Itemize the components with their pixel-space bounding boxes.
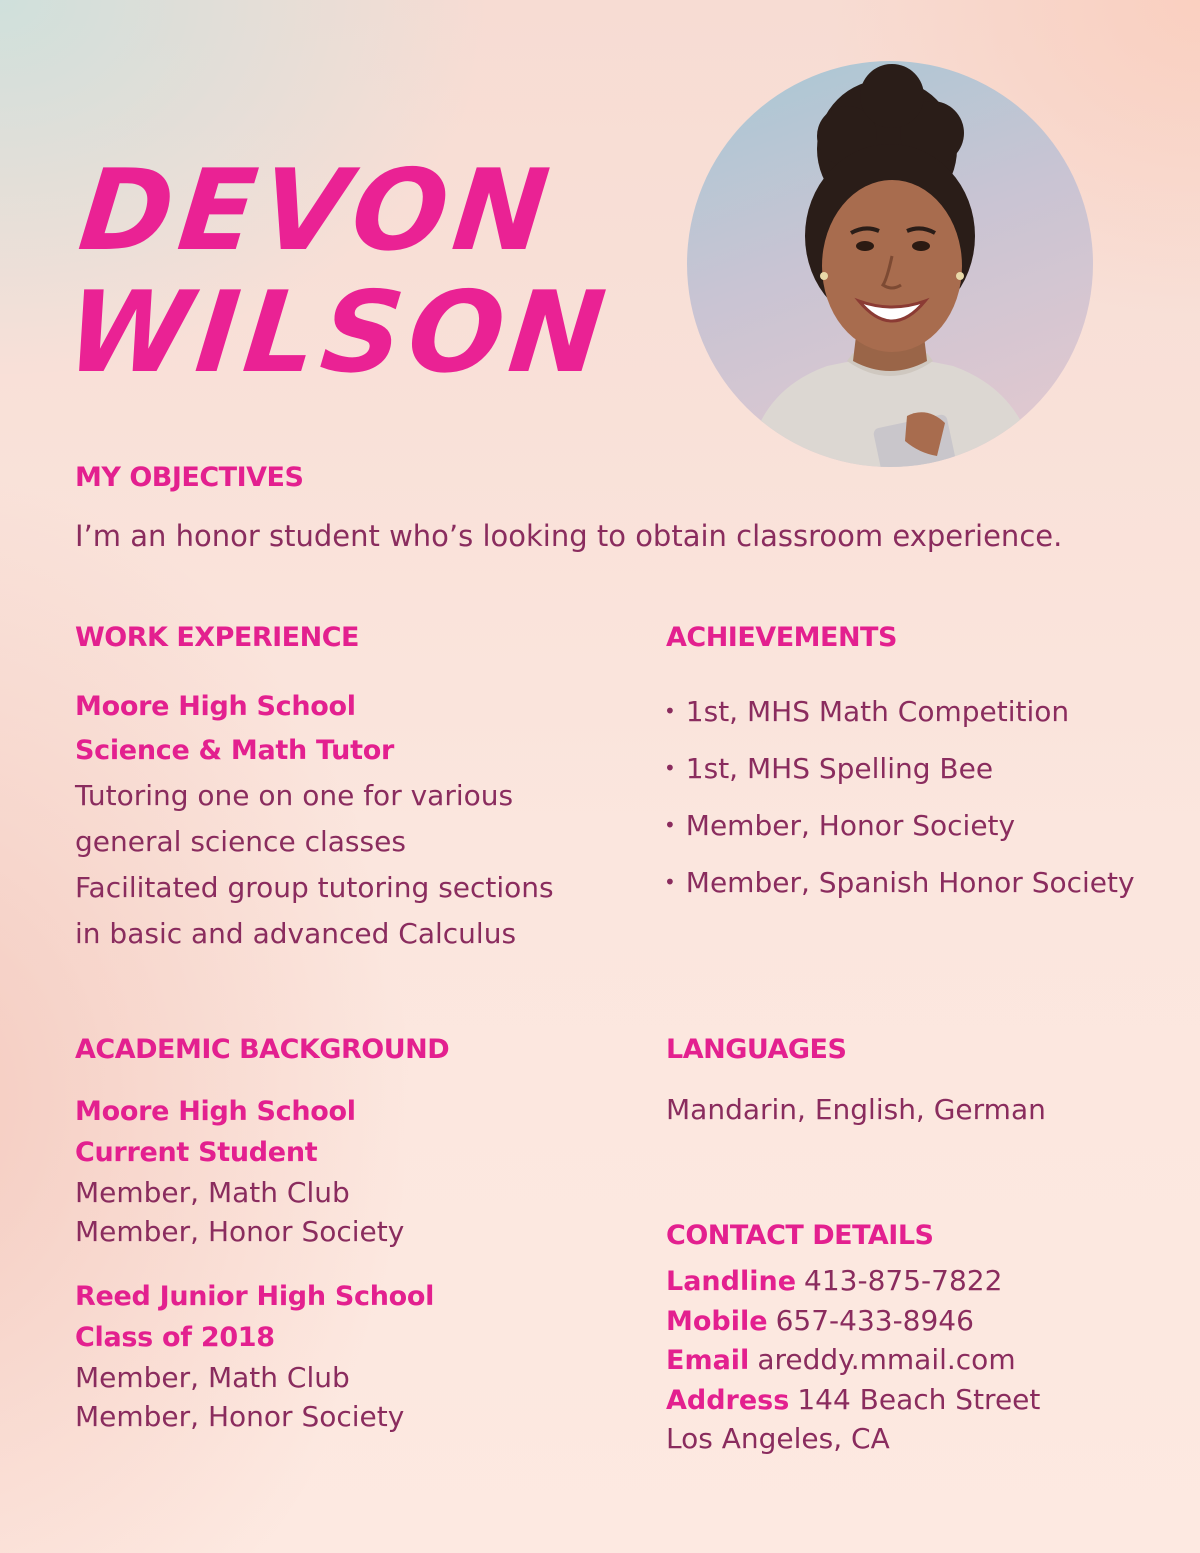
academic-heading: ACADEMIC BACKGROUND <box>75 1034 450 1065</box>
work-line: in basic and advanced Calculus <box>75 917 517 950</box>
email-label: Email <box>666 1345 750 1376</box>
objectives-heading: MY OBJECTIVES <box>75 462 304 493</box>
school-line: Member, Honor Society <box>75 1400 405 1433</box>
languages-text: Mandarin, English, German <box>666 1093 1046 1126</box>
achievements-list <box>664 683 1135 911</box>
address-line1: 144 Beach Street <box>797 1382 1041 1416</box>
landline-label: Landline <box>666 1266 797 1297</box>
work-line: Tutoring one on one for various <box>75 779 514 812</box>
mobile-label: Mobile <box>666 1305 768 1337</box>
school-status: Current Student <box>75 1137 318 1168</box>
school-line: Member, Honor Society <box>75 1215 405 1248</box>
contact-details <box>666 1262 1040 1459</box>
school-line: Member, Math Club <box>75 1176 350 1209</box>
name-title <box>60 146 629 398</box>
school-status: Class of 2018 <box>75 1322 275 1353</box>
objectives-text: I’m an honor student who’s looking to obtain classroom experience. <box>75 519 1063 553</box>
first-name: DEVON <box>73 146 561 276</box>
landline-value: 413-875-7822 <box>804 1264 1003 1297</box>
work-line: general science classes <box>75 825 406 858</box>
school-entry <box>75 1276 434 1436</box>
person-illustration <box>687 61 1093 467</box>
contact-heading: CONTACT DETAILS <box>666 1220 934 1251</box>
school-entry <box>75 1091 404 1251</box>
profile-photo <box>687 61 1093 467</box>
contact-address-line2: Los Angeles, CA <box>666 1422 890 1455</box>
achievement-item: • Member, Spanish Honor Society <box>664 854 1135 911</box>
work-org: Moore High School <box>75 691 356 722</box>
contact-landline <box>666 1262 1040 1302</box>
achievement-item: • 1st, MHS Spelling Bee <box>664 740 1135 797</box>
work-entry <box>75 685 554 957</box>
address-label: Address <box>666 1384 790 1416</box>
work-role: Science & Math Tutor <box>75 735 394 766</box>
last-name: WILSON <box>60 268 617 398</box>
mobile-value: 657-433-8946 <box>775 1303 974 1337</box>
email-value: areddy.mmail.com <box>757 1343 1016 1376</box>
contact-email <box>666 1341 1040 1381</box>
contact-address <box>666 1381 1040 1421</box>
achievements-heading: ACHIEVEMENTS <box>666 622 897 653</box>
achievement-item: • Member, Honor Society <box>664 797 1135 854</box>
languages-heading: LANGUAGES <box>666 1034 847 1065</box>
school-line: Member, Math Club <box>75 1361 350 1394</box>
school-name: Reed Junior High School <box>75 1281 435 1312</box>
achievement-item: • 1st, MHS Math Competition <box>664 683 1135 740</box>
work-line: Facilitated group tutoring sections <box>75 871 554 904</box>
school-name: Moore High School <box>75 1096 356 1127</box>
work-heading: WORK EXPERIENCE <box>75 622 359 653</box>
contact-mobile <box>666 1302 1040 1342</box>
